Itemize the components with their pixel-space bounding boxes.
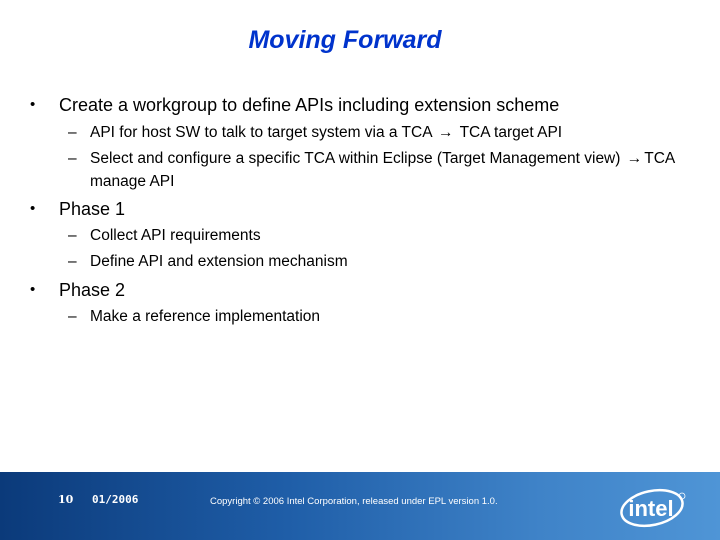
- bullet-glyph: •: [30, 281, 36, 298]
- bullet-text: Phase 2: [59, 280, 126, 300]
- dash-glyph: –: [68, 253, 77, 270]
- sub-bullet-text-before-arrow: API for host SW to talk to target system via a TCA: [90, 124, 432, 141]
- footer-copyright: Copyright © 2006 Intel Corporation, released under EPL version 1.0.: [210, 496, 498, 507]
- logo-wordmark: intel: [628, 496, 674, 521]
- dash-glyph: –: [68, 150, 77, 167]
- sub-bullet-text: [90, 147, 680, 193]
- sub-bullet-text: Collect API requirements: [90, 227, 261, 244]
- bullet-glyph: •: [30, 96, 36, 113]
- footer-date: 01/2006: [92, 493, 139, 506]
- sub-bullet-text: [90, 121, 680, 144]
- bullet-text: Phase 1: [59, 199, 126, 219]
- intel-logo-icon: [618, 486, 688, 528]
- bullet-text: Create a workgroup to define APIs including extension scheme: [59, 95, 560, 115]
- sub-bullet-text: Define API and extension mechanism: [90, 253, 348, 270]
- arrow-right-icon: →: [438, 124, 454, 141]
- sub-bullet-text-before-arrow: Select and configure a specific TCA within Eclipse (Target Management view): [90, 150, 621, 167]
- footer-bar: [0, 472, 720, 540]
- sub-bullet-text: Make a reference implementation: [90, 308, 321, 325]
- slide-title: Moving Forward: [248, 26, 442, 54]
- dash-glyph: –: [68, 124, 77, 141]
- arrow-right-icon: →: [626, 150, 643, 167]
- dash-glyph: –: [68, 227, 77, 244]
- dash-glyph: –: [68, 308, 77, 325]
- page-number: 10: [58, 493, 74, 506]
- sub-bullet-text-after-arrow: TCA target API: [459, 124, 563, 141]
- bullet-glyph: •: [30, 200, 36, 217]
- sub-bullet-text-after-arrow: TCA manage API: [90, 150, 675, 190]
